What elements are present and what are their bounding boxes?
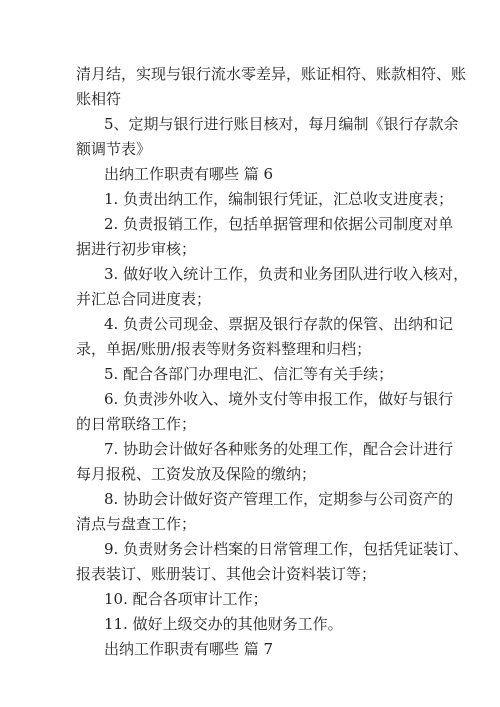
list-item: 10. 配合各项审计工作； <box>104 590 268 608</box>
list-item: 3. 做好收入统计工作，负责和业务团队进行收入核对， <box>104 265 469 283</box>
list-item-continuation: 每月报税、工资发放及保险的缴纳； <box>76 465 317 483</box>
list-item-continuation: 报表装订、账册装订、其他会计资料装订等； <box>76 565 377 583</box>
list-item-continuation: 录，单据/账册/报表等财务资料整理和归档； <box>76 340 372 358</box>
paragraph-line: 额调节表》 <box>76 140 152 158</box>
list-item-continuation: 据进行初步审核； <box>76 240 197 258</box>
list-item: 4. 负责公司现金、票据及银行存款的保管、出纳和记 <box>104 315 454 333</box>
list-item-continuation: 的日常联络工作； <box>76 415 197 433</box>
list-item: 5. 配合各部门办理电汇、信汇等有关手续； <box>104 365 394 383</box>
list-item-continuation: 清点与盘查工作； <box>76 515 197 533</box>
list-item: 6. 负责涉外收入、境外支付等申报工作，做好与银行 <box>104 390 454 408</box>
list-item: 2. 负责报销工作，包括单据管理和依据公司制度对单 <box>104 215 454 233</box>
paragraph-line: 清月结，实现与银行流水零差异，账证相符、账款相符、账 <box>76 65 467 83</box>
list-item-continuation: 并汇总合同进度表； <box>76 290 212 308</box>
paragraph-line: 5、定期与银行进行账目核对，每月编制《银行存款余 <box>104 115 459 133</box>
section-heading: 出纳工作职责有哪些 篇 7 <box>104 640 274 658</box>
list-item: 1. 负责出纳工作，编制银行凭证，汇总收支进度表； <box>104 190 454 208</box>
paragraph-line: 账相符 <box>76 90 122 108</box>
section-heading: 出纳工作职责有哪些 篇 6 <box>104 165 274 183</box>
list-item: 9. 负责财务会计档案的日常管理工作，包括凭证装订、 <box>104 540 469 558</box>
list-item: 7. 协助会计做好各种账务的处理工作，配合会计进行 <box>104 440 454 458</box>
list-item: 11. 做好上级交办的其他财务工作。 <box>104 615 343 633</box>
list-item: 8. 协助会计做好资产管理工作，定期参与公司资产的 <box>104 490 454 508</box>
